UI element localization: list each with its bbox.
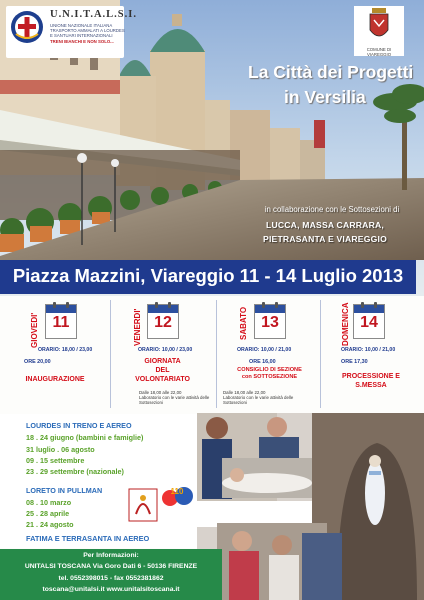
unitalsi-name: U.N.I.T.A.L.S.I. [50,9,137,20]
day-column-saturday [217,296,320,411]
calendar-icon [147,304,179,339]
loreto-date: 21 . 24 agosto [26,520,74,529]
day-column-sunday [321,296,424,411]
logo-line: UNIONE NAZIONALE ITALIANA [50,23,113,28]
day-number: 14 [360,314,378,331]
day-note: Sottosezioni [223,400,247,405]
day-column-thursday [0,296,110,411]
collaboration-places-1: LUCCA, MASSA CARRARA, [266,220,384,230]
day-hours: ORARIO: 10,00 / 21,00 [237,347,292,353]
footer-contacts[interactable]: toscana@unitalsi.it www.unitalsitoscana.it [42,586,180,593]
logo-line: TRENI BIANCHI E NON SOLO... [50,39,114,44]
lourdes-date: 23 . 29 settembre (nazionale) [26,467,124,476]
info-footer [0,549,222,600]
day-name: VENERDI' [133,308,142,346]
poster-title-line-1: La Città dei Progetti [248,62,414,82]
day-note: Dalle 18,00 alle 22,00 [139,390,182,395]
event-name: INAUGURAZIONE [25,376,85,383]
event-time: ORE 20,00 [24,359,51,365]
location-date-banner [0,260,416,294]
day-name: GIOVEDI' [30,312,39,348]
day-hours: ORARIO: 18,00 / 23,00 [38,347,93,353]
collaboration-intro: in collaborazione con le Sottosezioni di [264,205,400,214]
jubilee-emblem-icon [128,488,158,522]
lourdes-title: LOURDES IN TRENO E AEREO [26,421,132,430]
event-name-line: S.MESSA [355,382,387,389]
anniversary-110-emblem [160,482,194,510]
collaboration-places-2: PIETRASANTA E VIAREGGIO [263,234,387,244]
fatima-line: FATIMA E TERRASANTA IN AEREO [26,534,150,543]
lourdes-date: 18 . 24 giugno (bambini e famiglie) [26,433,144,442]
event-time: ORE 16,00 [249,359,276,365]
day-note: Laboratorio con le varie attività delle [139,395,210,400]
footer-phones: tel. 0552398015 - fax 0552381862 [58,575,164,582]
day-note: Laboratorio con le varie attività delle [223,395,294,400]
event-name-line: VOLONTARIATO [135,376,190,383]
crest-icon [368,8,390,44]
logo-line: TRASPORTO AMMALATI A LOURDES [50,28,125,33]
day-number: 12 [154,314,172,331]
unitalsi-emblem-icon [10,10,44,44]
anniversary-number: 110 [170,487,184,496]
footer-address: UNITALSI TOSCANA Via Goro Dati 6 - 50136 FIRENZE [24,563,198,570]
day-note: Sottosezioni [139,400,163,405]
crest-caption: COMUNE DI VIAREGGIO [366,47,392,57]
banner-text: Piazza Mazzini, Viareggio 11 - 14 Luglio 2013 [12,265,404,286]
logo-line: E SANTUARI INTERNAZIONALI [50,33,113,38]
calendar-icon [254,304,286,339]
event-name-line: DEL [155,367,170,374]
event-name-line: con SOTTOSEZIONE [241,374,298,380]
pilgrimage-photo-collage [197,413,424,600]
event-name-line: GIORNATA [144,358,181,365]
day-note: Dalle 18,00 alle 22,00 [223,390,266,395]
day-hours: ORARIO: 10,00 / 21,00 [341,347,396,353]
day-column-friday [111,296,216,411]
day-hours: ORARIO: 10,00 / 23,00 [138,347,193,353]
comune-crest [354,6,404,56]
day-number: 13 [261,314,279,331]
poster-title-line-2: in Versilia [284,87,366,107]
lourdes-date: 09 . 15 settembre [26,456,85,465]
lourdes-date: 31 luglio . 06 agosto [26,445,95,454]
loreto-date: 08 . 10 marzo [26,498,72,507]
day-name: SABATO [239,306,248,340]
event-name-line: CONSIGLIO DI SEZIONE [237,367,302,373]
loreto-title: LORETO IN PULLMAN [26,486,103,495]
calendar-icon [45,304,77,339]
calendar-icon [353,304,385,339]
day-name: DOMENICA [341,302,350,346]
event-time: ORE 17,30 [341,359,368,365]
loreto-date: 25 . 28 aprile [26,509,70,518]
day-number: 11 [52,314,70,331]
footer-intro: Per Informazioni: [83,552,139,559]
unitalsi-logo [6,6,137,58]
event-name-line: PROCESSIONE E [342,373,400,380]
